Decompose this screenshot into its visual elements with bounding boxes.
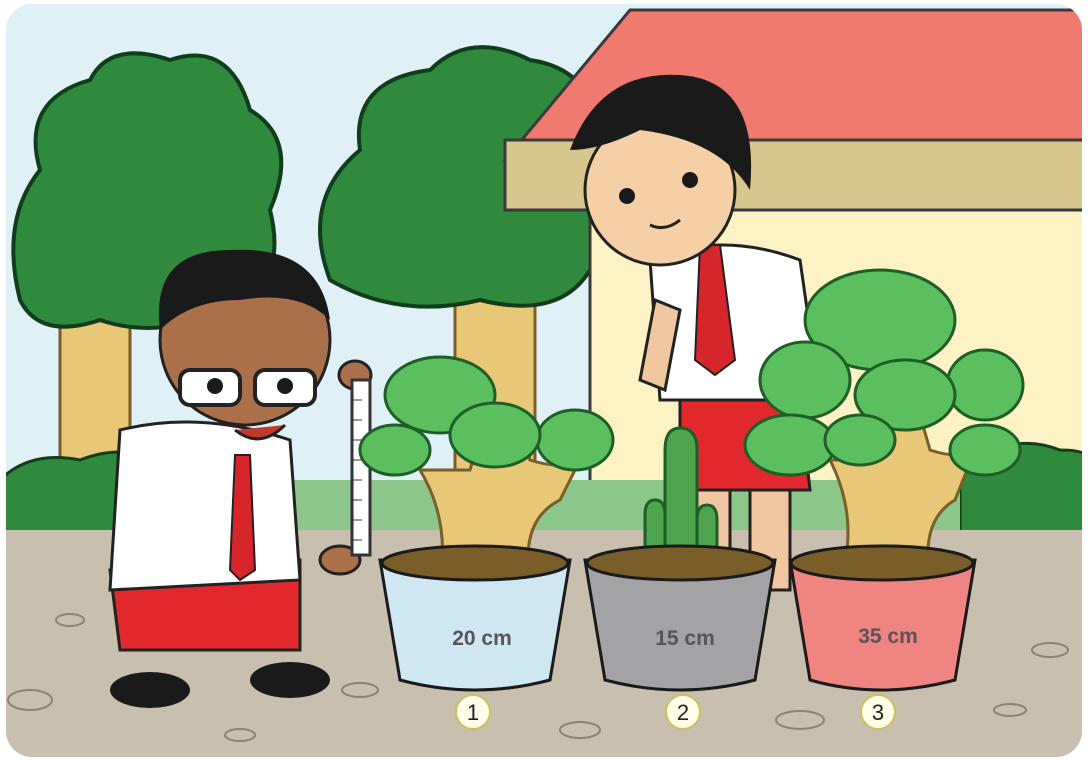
number-badge-3-text: 3 [871, 700, 885, 725]
number-badge-2 [666, 695, 700, 729]
pot-1 [380, 546, 570, 690]
pot-3 [790, 546, 975, 690]
illustration-frame [6, 4, 1082, 757]
pot-2 [585, 546, 775, 690]
number-badge-2-text: 2 [676, 700, 690, 725]
pot-3-height-label: 35 cm [858, 625, 918, 648]
pot-2-height-label: 15 cm [655, 627, 715, 650]
pot-1-height-label: 20 cm [452, 627, 512, 650]
number-badge-1-text: 1 [466, 700, 480, 725]
ruler [352, 380, 370, 555]
number-badge-3 [861, 695, 895, 729]
number-badge-1 [456, 695, 490, 729]
